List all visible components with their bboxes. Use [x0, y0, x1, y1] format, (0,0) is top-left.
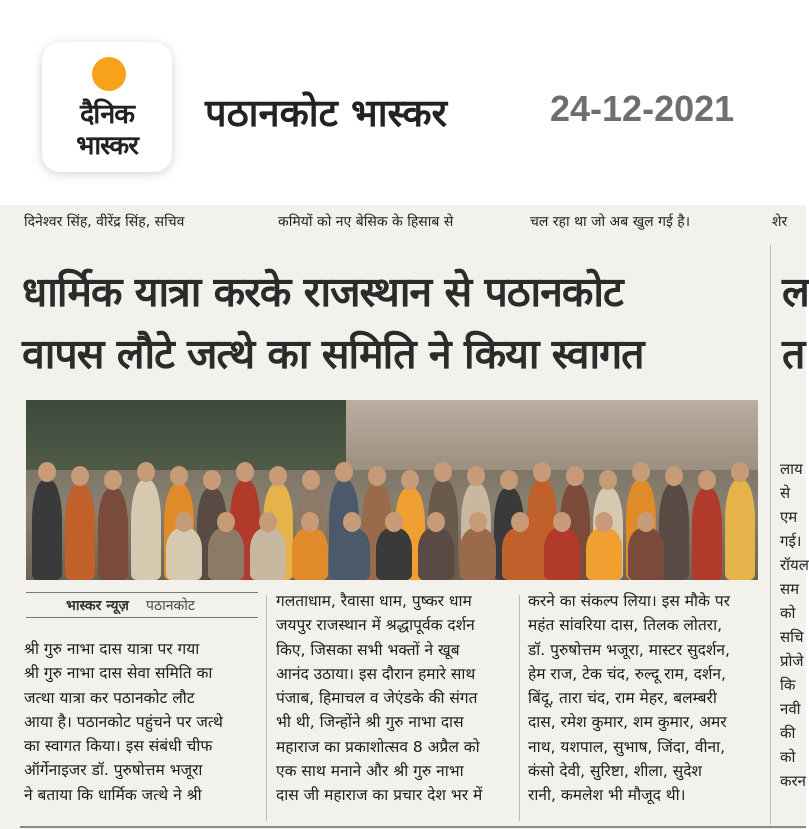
person-figure — [131, 480, 161, 580]
headline-line-2: वापस लौटे जत्थे का समिति ने किया स्वागत — [22, 330, 644, 378]
side-headline-1: ल — [782, 268, 809, 316]
column-line: श्री गुरु नाभा दास सेवा समिति का — [24, 664, 213, 683]
person-head — [698, 470, 716, 490]
person-head — [236, 462, 254, 482]
person-figure — [725, 480, 755, 580]
person-head — [595, 512, 613, 532]
person-head — [731, 462, 749, 482]
column-line: आया है। पठानकोट पहुंचने पर जत्थे — [24, 712, 223, 731]
person-head — [434, 462, 452, 482]
photo-wall — [346, 400, 758, 470]
article-column-1 — [24, 637, 258, 807]
person-head — [632, 462, 650, 482]
top-cut-line-3: चल रहा था जो अब खुल गई है। — [530, 214, 691, 230]
page-header — [0, 0, 806, 205]
column-line: जत्था यात्रा कर पठानकोट लौट — [24, 688, 195, 707]
column-divider — [266, 595, 267, 821]
dainik-bhaskar-logo — [42, 42, 172, 172]
article-column-2 — [276, 589, 512, 808]
column-line: एम — [780, 508, 798, 526]
column-line: कि — [780, 676, 796, 694]
person-head — [511, 512, 529, 532]
column-line: ऑर्गेनाइजर डॉ. पुरुषोत्तम भजूरा — [24, 761, 203, 780]
column-divider — [519, 595, 520, 821]
sun-icon — [92, 57, 126, 91]
top-cut-line-1: दिनेश्वर सिंह, वीरेंद्र सिंह, सचिव — [24, 214, 185, 230]
column-line: किए, जिसका सभी भक्तों ने खूब — [276, 640, 460, 659]
byline-source: भास्कर न्यूज़ — [66, 598, 129, 614]
person-head — [259, 512, 277, 532]
column-line: श्री गुरु नाभा दास यात्रा पर गया — [24, 640, 200, 658]
top-cut-line-4: शेर — [772, 214, 788, 230]
person-head — [170, 466, 188, 486]
person-head — [175, 512, 193, 532]
person-figure — [208, 528, 244, 580]
person-head — [637, 512, 655, 532]
column-line: पंजाब, हिमाचल व जेएंडके की संगत — [276, 689, 478, 708]
person-figure — [98, 488, 128, 580]
person-head — [427, 512, 445, 532]
person-head — [137, 462, 155, 482]
logo-line-1: दैनिक — [79, 99, 135, 130]
column-line: दास, रमेश कुमार, शम कुमार, अमर — [528, 713, 727, 732]
column-line: करने का संकल्प लिया। इस मौके पर — [528, 592, 730, 610]
column-line: नवी — [780, 700, 801, 718]
person-head — [533, 462, 551, 482]
person-head — [302, 470, 320, 490]
person-head — [500, 470, 518, 490]
newspaper-clipping — [0, 205, 809, 829]
column-line: हेम राज, टेक चंद, रुल्दू राम, दर्शन, — [528, 664, 726, 683]
person-figure — [32, 480, 62, 580]
person-head — [566, 466, 584, 486]
person-head — [599, 470, 617, 490]
column-line: डॉ. पुरुषोत्तम भजूरा, मास्टर सुदर्शन, — [528, 640, 730, 659]
person-head — [467, 466, 485, 486]
column-line: जयपुर राजस्थान में श्रद्धापूर्वक दर्शन — [276, 616, 475, 635]
column-line: दास जी महाराज का प्रचार देश भर में — [276, 786, 483, 805]
column-line: कंसो देवी, सुरिष्टा, शीला, सुदेश — [528, 762, 702, 781]
top-cut-line-2: कमियों को नए बेसिक के हिसाब से — [278, 214, 454, 230]
person-figure — [376, 528, 412, 580]
person-figure — [65, 484, 95, 580]
column-line: से — [780, 484, 791, 502]
article-column-3 — [528, 589, 764, 808]
column-line: की — [780, 724, 796, 742]
person-head — [203, 470, 221, 490]
column-line: को — [780, 604, 796, 622]
column-line: नाथ, यशपाल, सुभाष, जिंदा, वीना, — [528, 737, 726, 756]
person-head — [104, 470, 122, 490]
column-line: गई। — [780, 532, 802, 550]
column-divider — [770, 245, 771, 825]
edition-title: पठानकोट भास्कर — [205, 91, 448, 135]
person-head — [368, 466, 386, 486]
column-line: प्रोजे — [780, 652, 804, 670]
column-line: गलताधाम, रैवासा धाम, पुष्कर धाम — [276, 592, 472, 610]
column-line: को — [780, 748, 796, 766]
column-line: करन — [780, 772, 806, 790]
person-head — [335, 462, 353, 482]
column-line: एक साथ मनाने और श्री गुरु नाभा — [276, 762, 464, 781]
person-head — [665, 466, 683, 486]
person-figure — [586, 528, 622, 580]
column-line: रानी, कमलेश भी मौजूद थी। — [528, 786, 686, 805]
logo-line-2: भास्कर — [76, 131, 138, 161]
person-head — [343, 512, 361, 532]
person-head — [217, 512, 235, 532]
bottom-rule — [20, 826, 806, 828]
column-line: भी थी, जिन्होंने श्री गुरु नाभा दास — [276, 713, 464, 732]
person-head — [401, 470, 419, 490]
person-figure — [460, 528, 496, 580]
person-figure — [334, 528, 370, 580]
column-line: का स्वागत किया। इस संबंधी चीफ — [24, 737, 213, 756]
person-head — [385, 512, 403, 532]
byline-bar — [26, 592, 258, 618]
person-head — [553, 512, 571, 532]
publication-date: 24-12-2021 — [550, 88, 735, 129]
person-figure — [502, 528, 538, 580]
person-head — [269, 466, 287, 486]
column-line: सचि — [780, 628, 804, 646]
column-line: ने बताया कि धार्मिक जत्थे ने श्री — [24, 785, 202, 804]
column-line: आनंद उठाया। इस दौरान हमारे साथ — [276, 664, 476, 683]
group-photo — [26, 400, 758, 580]
column-line: रॉयल — [780, 556, 809, 574]
byline-city: पठानकोट — [146, 598, 195, 614]
headline-line-1: धार्मिक यात्रा करके राजस्थान से पठानकोट — [22, 268, 623, 316]
person-head — [71, 466, 89, 486]
person-figure — [544, 528, 580, 580]
column-line: सम — [780, 580, 800, 598]
right-column-cut — [780, 457, 809, 793]
person-figure — [250, 528, 286, 580]
column-line: लाय — [780, 460, 803, 478]
person-figure — [166, 528, 202, 580]
side-headline-2: त — [782, 330, 805, 378]
photo-trees — [26, 400, 346, 470]
column-line: महंत सांवरिया दास, तिलक लोतरा, — [528, 616, 723, 635]
person-figure — [418, 528, 454, 580]
column-line: बिंदू, तारा चंद, राम मेहर, बलम्बरी — [528, 689, 717, 708]
person-figure — [628, 528, 664, 580]
person-figure — [692, 488, 722, 580]
person-head — [38, 462, 56, 482]
person-head — [301, 512, 319, 532]
person-head — [469, 512, 487, 532]
column-line: महाराज का प्रकाशोत्सव 8 अप्रैल को — [276, 737, 480, 756]
person-figure — [292, 528, 328, 580]
